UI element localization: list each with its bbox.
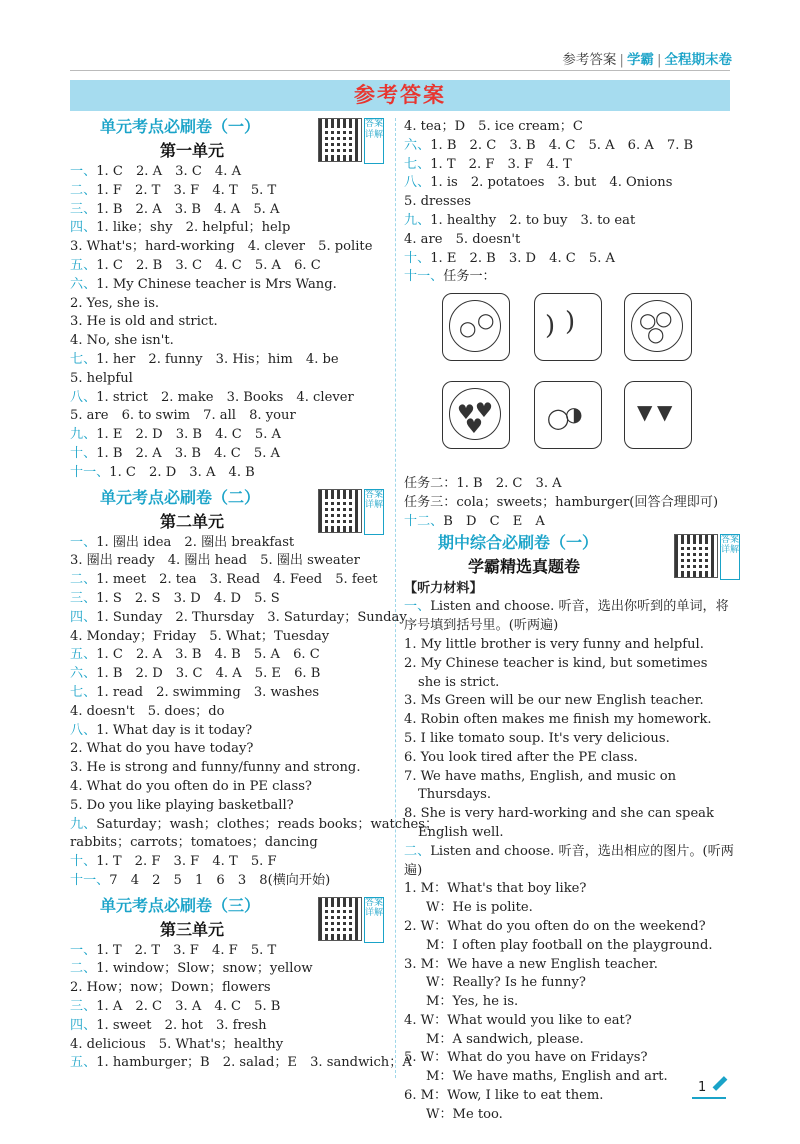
- listening-sentence: 7. We have maths, English, and music on Thursdays.: [404, 768, 677, 803]
- answer-line: [70, 332, 390, 351]
- question-number: 十一、: [404, 269, 444, 285]
- listening-part-2-dialogs: [404, 880, 734, 1124]
- question-number: 四、: [70, 1017, 97, 1033]
- answer-line: [404, 231, 734, 250]
- listening-sentence: 3. Ms Green will be our new English teacher.: [404, 693, 704, 709]
- answer-line: [70, 942, 390, 961]
- answer-text: 7 4 2 5 1 6 3 8(横向开始): [109, 872, 331, 888]
- dialog-line: M：A sandwich, please.: [426, 1031, 584, 1047]
- answer-text: 1. is 2. potatoes 3. but 4. Onions: [430, 175, 673, 191]
- answer-text: 1. her 2. funny 3. His；him 4. be: [96, 351, 339, 367]
- section-unit-3-header: [70, 897, 390, 942]
- qr-code-icon[interactable]: [318, 897, 362, 941]
- strawberries-picture: ♥ ♥ ♥: [442, 381, 510, 449]
- task-answers: [404, 475, 734, 531]
- page-number-underline: [692, 1097, 726, 1099]
- answer-line: [404, 193, 734, 212]
- unit-title: 第二单元: [160, 511, 225, 531]
- answer-line: [70, 238, 390, 257]
- question-number: 十、: [70, 854, 97, 870]
- answer-line: [70, 370, 390, 389]
- answer-text: 4. Monday；Friday 5. What；Tuesday: [70, 628, 330, 644]
- answer-text: 1. My Chinese teacher is Mrs Wang.: [96, 276, 337, 292]
- answer-line: [70, 389, 390, 408]
- answer-text: 1. T 2. T 3. F 4. F 5. T: [96, 942, 277, 958]
- unit-2-answers: [70, 534, 439, 891]
- answer-text: 1. T 2. F 3. F 4. T: [430, 156, 572, 172]
- unit-title: 第三单元: [160, 919, 225, 939]
- answer-line: [70, 960, 390, 979]
- question-number: 七、: [70, 684, 97, 700]
- section-midterm-header: [404, 532, 740, 580]
- answer-line: [70, 571, 390, 590]
- answer-line: [70, 464, 390, 483]
- answer-line: [70, 219, 390, 238]
- listening-sentence: 5. I like tomato soup. It's very delicious.: [404, 730, 670, 746]
- answer-line: [404, 137, 734, 156]
- unit-1-answers: [70, 163, 390, 483]
- oranges-picture: ○ ○ ○: [624, 293, 692, 361]
- unit-3-answers-continued: [404, 118, 734, 287]
- answer-line: [70, 351, 390, 370]
- answer-line: [70, 998, 390, 1017]
- question-number: 九、: [70, 816, 97, 832]
- answer-detail-tag: 答案详解: [720, 534, 740, 580]
- question-number: 二、: [70, 572, 97, 588]
- task-one-pictures: [434, 289, 734, 471]
- answer-line: [70, 276, 390, 295]
- question-number: 四、: [70, 609, 97, 625]
- question-number: 八、: [70, 389, 97, 405]
- answer-text: 1. healthy 2. to buy 3. to eat: [430, 212, 636, 228]
- question-number: 一、: [70, 164, 97, 179]
- answer-text: 3. What's；hard-working 4. clever 5. polite: [70, 239, 373, 255]
- question-number: 十一、: [70, 872, 110, 888]
- answer-text: 5. dresses: [404, 194, 471, 210]
- answer-line: [70, 722, 390, 741]
- dialog-line: 1. M：What's that boy like?: [404, 881, 587, 897]
- answer-line: [404, 268, 734, 287]
- answer-line: [70, 778, 390, 797]
- right-column: [404, 118, 740, 1125]
- answer-text: 1. window；Slow；snow；yellow: [96, 961, 313, 977]
- dialog-line: 2. W：What do you often do on the weekend?: [404, 918, 706, 934]
- listening-sentence: 8. She is very hard-working and she can speak English well.: [404, 806, 714, 840]
- answer-line: [70, 853, 390, 872]
- answer-text: 1. B 2. C 3. B 4. C 5. A 6. A 7. B: [430, 137, 694, 153]
- answer-line: [404, 250, 734, 269]
- instruction-text: Listen and choose. 听音，选出相应的图片。(听两遍): [404, 843, 734, 878]
- question-number: 八、: [404, 175, 431, 191]
- answer-detail-tag: 答案详解: [364, 118, 384, 164]
- listening-part-1-instruction: [404, 598, 734, 636]
- answer-text: 2. How；now；Down；flowers: [70, 980, 271, 996]
- answer-line: [70, 552, 390, 571]
- part-number: 一、: [404, 599, 431, 615]
- running-header: 参考答案 | 学霸 | 全程期末卷: [562, 52, 732, 68]
- answer-line: [70, 816, 439, 835]
- question-number: 一、: [70, 534, 97, 550]
- answer-line: [70, 590, 390, 609]
- answer-text: 1. B 2. A 3. B 4. C 5. A: [96, 445, 281, 461]
- answer-line: [70, 295, 390, 314]
- qr-code-icon[interactable]: [674, 534, 718, 578]
- listening-part-2-instruction: [404, 843, 734, 881]
- answer-text: 任务二：1. B 2. C 3. A: [404, 476, 562, 492]
- answer-text: 3. He is old and strict.: [70, 314, 218, 330]
- answer-line: [70, 834, 390, 853]
- unit-3-answers: [70, 942, 412, 1074]
- listening-sentence: 4. Robin often makes me finish my homework.: [404, 712, 712, 728]
- answer-text: 5. are 6. to swim 7. all 8. your: [70, 408, 296, 424]
- answer-text: 1. B 2. A 3. B 4. A 5. A: [96, 201, 280, 217]
- question-number: 五、: [70, 1055, 97, 1071]
- header-part-1: 参考答案: [562, 52, 617, 68]
- question-number: 三、: [70, 201, 97, 217]
- answer-text: 4. doesn't 5. does；do: [70, 703, 225, 719]
- unit-title: 第一单元: [160, 141, 225, 160]
- answer-line: [70, 1054, 412, 1073]
- answer-text: 1. S 2. S 3. D 4. D 5. S: [96, 590, 280, 606]
- answer-line: [70, 759, 390, 778]
- answer-text: 1. E 2. B 3. D 4. C 5. A: [430, 250, 615, 266]
- answer-text: 3. 圈出 ready 4. 圈出 head 5. 圈出 sweater: [70, 553, 360, 569]
- answer-text: 1. sweet 2. hot 3. fresh: [96, 1017, 267, 1033]
- oranges-picture: ○ ○: [442, 293, 510, 361]
- part-number: 二、: [404, 843, 431, 859]
- answer-line: [70, 182, 390, 201]
- answer-text: 1. C 2. A 3. B 4. B 5. A 6. C: [96, 647, 320, 663]
- dialog-line: W：Me too.: [426, 1106, 503, 1122]
- answer-text: 任务三：cola；sweets；hamburger(回答合理即可): [404, 494, 719, 510]
- answer-line: [70, 257, 390, 276]
- section-title: 期中综合必刷卷（一）: [438, 532, 599, 552]
- dialog-line: M：We have maths, English and art.: [426, 1069, 668, 1085]
- answer-line: [404, 156, 734, 175]
- header-part-2: 学霸: [626, 52, 654, 68]
- question-number: 六、: [70, 666, 97, 682]
- answer-line: [404, 494, 734, 513]
- question-number: 六、: [70, 276, 97, 292]
- question-number: 四、: [70, 220, 97, 236]
- answer-line: [404, 475, 734, 494]
- listening-sentence: 6. You look tired after the PE class.: [404, 749, 638, 765]
- question-number: 二、: [70, 182, 97, 198]
- carrots-picture: ▼ ▼: [624, 381, 692, 449]
- answer-text: 4. No, she isn't.: [70, 333, 174, 349]
- answer-detail-tag: 答案详解: [364, 489, 384, 535]
- section-subtitle: 学霸精选真题卷: [468, 556, 581, 576]
- answer-line: [404, 513, 734, 532]
- answer-text: 1. read 2. swimming 3. washes: [96, 684, 320, 700]
- answer-line: [70, 979, 390, 998]
- answer-line: [70, 426, 390, 445]
- question-number: 六、: [404, 137, 431, 153]
- listening-sentence: 2. My Chinese teacher is kind, but sometimes she is strict.: [404, 655, 708, 690]
- answer-line: [70, 1017, 390, 1036]
- question-number: 三、: [70, 999, 97, 1015]
- answer-text: 1. C 2. B 3. C 4. C 5. A 6. C: [96, 257, 321, 273]
- question-number: 八、: [70, 722, 97, 738]
- dialog-line: M：I often play football on the playground.: [426, 937, 713, 953]
- answer-text: 1. C 2. D 3. A 4. B: [109, 464, 255, 480]
- answer-text: 5. Do you like playing basketball?: [70, 797, 294, 813]
- answer-text: rabbits；carrots；tomatoes；dancing: [70, 835, 318, 851]
- answer-text: 1. like；shy 2. helpful；help: [96, 220, 291, 236]
- answer-line: [70, 313, 390, 332]
- answer-text: 1. F 2. T 3. F 4. T 5. T: [96, 182, 277, 198]
- answer-text: 4. delicious 5. What's；healthy: [70, 1036, 284, 1052]
- question-number: 七、: [404, 156, 431, 172]
- question-number: 一、: [70, 942, 97, 958]
- answer-text: 4. What do you often do in PE class?: [70, 778, 312, 794]
- answer-text: 1. C 2. A 3. C 4. A: [96, 164, 242, 179]
- bananas-picture: ) ): [534, 293, 602, 361]
- answer-line: [70, 628, 390, 647]
- answer-line: [70, 1036, 390, 1055]
- answer-text: 1. meet 2. tea 3. Read 4. Feed 5. feet: [96, 572, 378, 588]
- question-number: 十一、: [70, 464, 110, 480]
- answer-text: B D C E A: [443, 513, 545, 529]
- answer-line: [70, 703, 390, 722]
- answer-text: 1. T 2. F 3. F 4. T 5. F: [96, 854, 277, 870]
- answer-line: [404, 212, 734, 231]
- answer-line: [70, 407, 390, 426]
- answer-text: 1. Sunday 2. Thursday 3. Saturday；Sunday: [96, 609, 407, 625]
- answer-line: [70, 163, 390, 182]
- page-number: 1: [698, 1080, 707, 1095]
- question-number: 九、: [70, 427, 97, 443]
- question-number: 十二、: [404, 513, 444, 529]
- dialog-line: W：Really? Is he funny?: [426, 975, 586, 991]
- answer-line: [70, 665, 390, 684]
- answer-text: 1. E 2. D 3. B 4. C 5. A: [96, 427, 281, 443]
- header-part-3: 全程期末卷: [664, 52, 732, 68]
- answer-line: [70, 872, 390, 891]
- section-title: 单元考点必刷卷（一）: [100, 117, 261, 136]
- answer-text: 1. What day is it today?: [96, 722, 253, 738]
- answer-line: [70, 534, 390, 553]
- onions-picture: ◯ ◑: [534, 381, 602, 449]
- answer-text: 5. helpful: [70, 370, 133, 386]
- question-number: 十、: [404, 250, 431, 266]
- answer-text: 2. What do you have today?: [70, 741, 254, 757]
- header-rule: [70, 70, 730, 71]
- answer-line: [70, 797, 390, 816]
- answer-text: 4. tea；D 5. ice cream；C: [404, 119, 583, 134]
- answer-text: 任务一：: [443, 269, 496, 285]
- answer-text: 1. B 2. D 3. C 4. A 5. E 6. B: [96, 666, 321, 682]
- question-number: 五、: [70, 647, 97, 663]
- answer-text: 1. 圈出 idea 2. 圈出 breakfast: [96, 534, 295, 550]
- answer-line: [70, 740, 390, 759]
- answer-line: [70, 646, 390, 665]
- listening-part-1-items: [404, 636, 734, 843]
- answer-text: 1. hamburger；B 2. salad；E 3. sandwich；A: [96, 1055, 412, 1071]
- listening-material-title: 【听力材料】: [404, 580, 483, 596]
- dialog-line: 5. W：What do you have on Fridays?: [404, 1050, 648, 1066]
- section-title: 单元考点必刷卷（三）: [100, 895, 261, 915]
- dialog-line: 3. M：We have a new English teacher.: [404, 956, 658, 972]
- answer-line: [70, 609, 407, 628]
- question-number: 十、: [70, 445, 97, 461]
- answer-text: 1. strict 2. make 3. Books 4. clever: [96, 389, 354, 405]
- question-number: 七、: [70, 351, 97, 367]
- answer-text: 2. Yes, she is.: [70, 295, 160, 311]
- dialog-line: W：He is polite.: [426, 900, 533, 916]
- column-divider: [395, 118, 396, 1078]
- question-number: 五、: [70, 257, 97, 273]
- instruction-text: Listen and choose. 听音，选出你听到的单词，将序号填到括号里。(听两遍): [404, 599, 729, 634]
- answer-text: 1. A 2. C 3. A 4. C 5. B: [96, 999, 281, 1015]
- answer-text: 3. He is strong and funny/funny and strong.: [70, 760, 361, 776]
- section-unit-2-header: [70, 489, 390, 534]
- question-number: 九、: [404, 212, 431, 228]
- listening-sentence: 1. My little brother is very funny and helpful.: [404, 636, 704, 652]
- dialog-line: 6. M：Wow, I like to eat them.: [404, 1088, 604, 1104]
- question-number: 二、: [70, 961, 97, 977]
- answer-line: [404, 174, 734, 193]
- answer-line: [404, 118, 734, 137]
- answer-line: [70, 445, 390, 464]
- question-number: 三、: [70, 590, 97, 606]
- answer-text: Saturday；wash；clothes；reads books；watches；: [96, 816, 439, 832]
- answer-line: [70, 684, 390, 703]
- answer-text: 4. are 5. doesn't: [404, 231, 521, 247]
- section-unit-1-header: [70, 118, 390, 163]
- dialog-line: 4. W：What would you like to eat?: [404, 1012, 632, 1028]
- answer-detail-tag: 答案详解: [364, 897, 384, 943]
- section-title: 单元考点必刷卷（二）: [100, 487, 261, 507]
- qr-code-icon[interactable]: [318, 489, 362, 533]
- qr-code-icon[interactable]: [318, 118, 362, 162]
- page-title-banner: 参考答案: [70, 80, 730, 111]
- dialog-line: M：Yes, he is.: [426, 994, 519, 1010]
- answer-line: [70, 201, 390, 220]
